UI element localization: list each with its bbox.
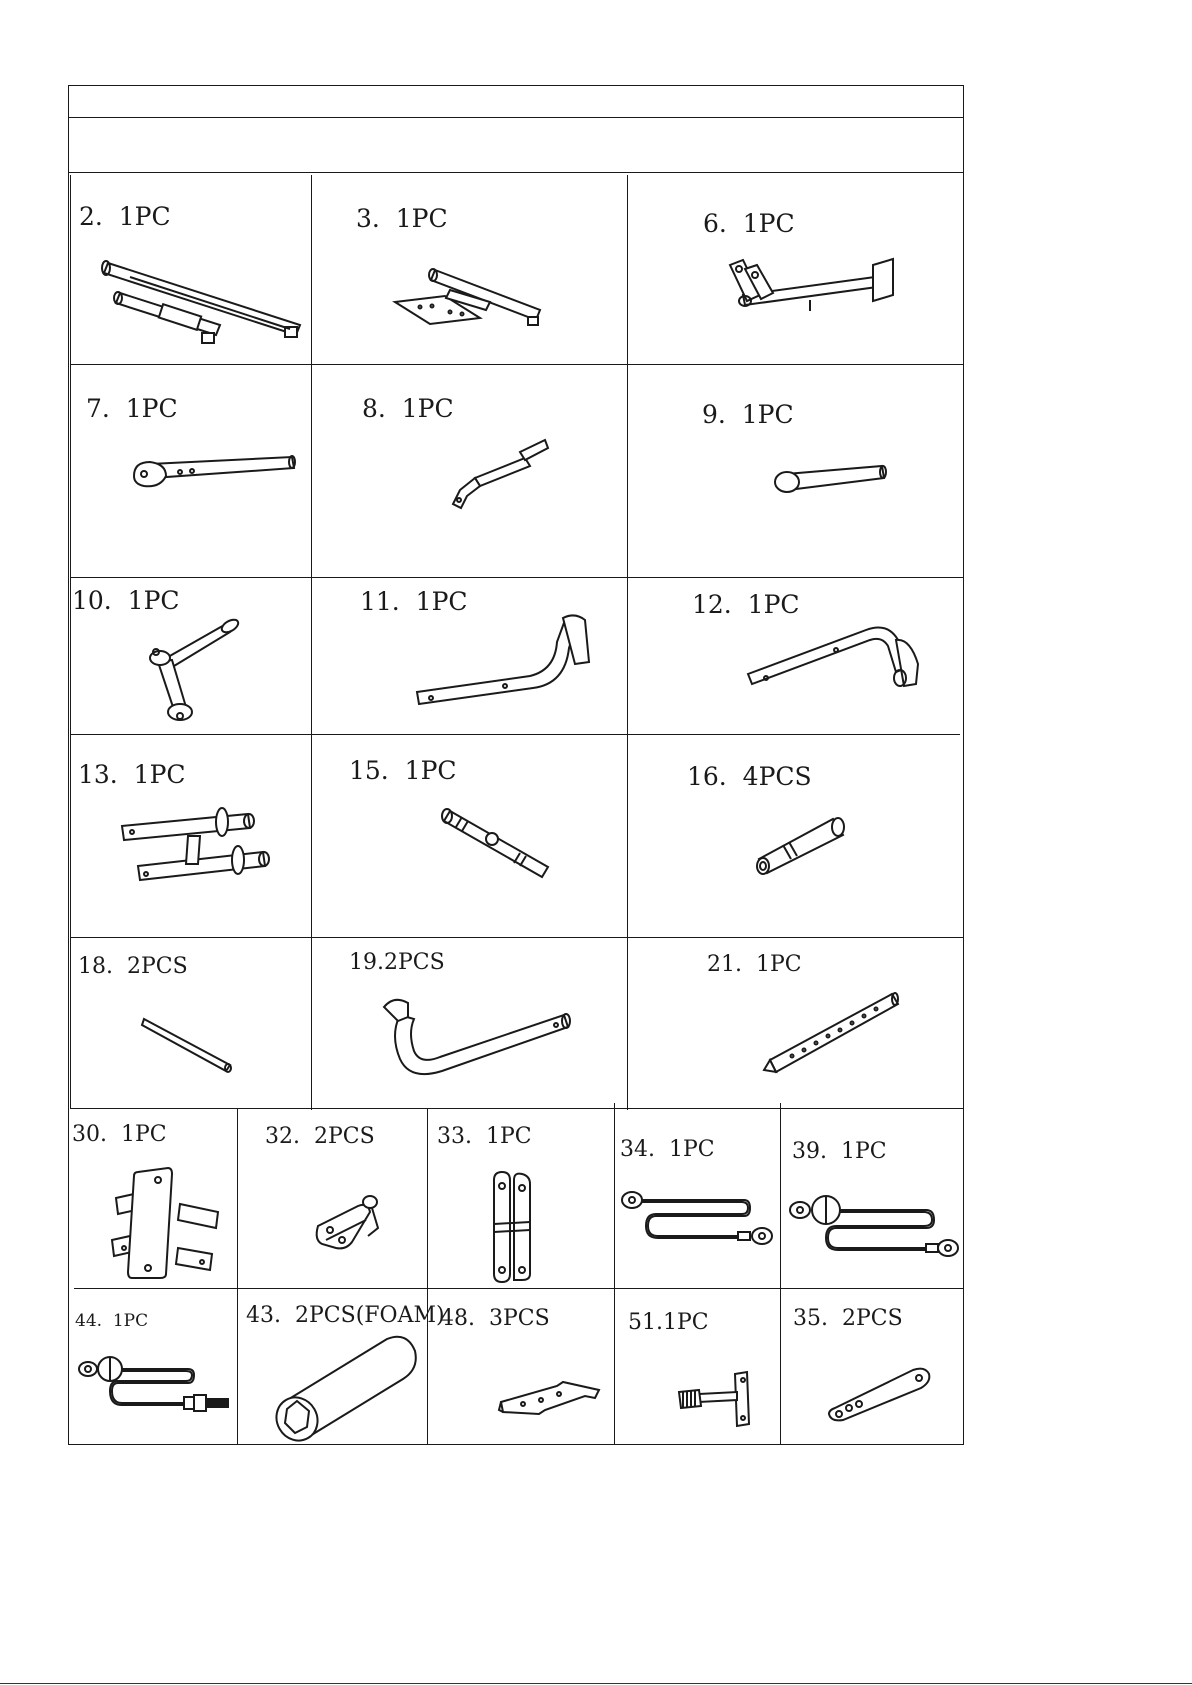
part-label: 2. 1PC xyxy=(79,202,171,231)
header-divider xyxy=(68,172,964,173)
column-divider xyxy=(311,175,312,1108)
tube-with-bracket-icon xyxy=(130,452,300,497)
curved-handle-icon xyxy=(380,995,575,1085)
part-label: 51.1PC xyxy=(628,1310,709,1335)
part-label: 48. 3PCS xyxy=(440,1306,550,1331)
cable-icon xyxy=(620,1188,778,1254)
column-divider xyxy=(780,1103,781,1445)
front-stabilizer-icon xyxy=(390,262,550,337)
part-label: 11. 1PC xyxy=(360,587,468,616)
main-frame-icon xyxy=(725,255,895,325)
row-divider xyxy=(74,1288,964,1289)
part-label: 8. 1PC xyxy=(362,394,454,423)
column-divider xyxy=(627,175,628,1108)
cable-with-ball-icon xyxy=(788,1192,960,1262)
part-label: 10. 1PC xyxy=(72,586,180,615)
double-tube-icon xyxy=(118,804,273,884)
link-plate-icon xyxy=(825,1364,935,1422)
curved-arm-icon xyxy=(746,620,926,710)
row-divider xyxy=(70,364,964,365)
short-tube-icon xyxy=(772,462,892,507)
row-divider xyxy=(70,577,964,578)
part-label: 16. 4PCS xyxy=(687,762,812,791)
column-divider xyxy=(427,1108,428,1445)
rod-icon xyxy=(140,1015,235,1075)
part-label: 7. 1PC xyxy=(86,394,178,423)
column-divider xyxy=(614,1103,615,1445)
clevis-bracket-icon xyxy=(312,1192,384,1252)
column-divider xyxy=(237,1108,238,1445)
cross-bar-icon xyxy=(440,805,555,880)
part-label: 39. 1PC xyxy=(792,1139,887,1164)
t-bracket-icon xyxy=(138,612,258,727)
column-divider xyxy=(627,1100,628,1110)
knob-pin-icon xyxy=(675,1370,755,1430)
part-label: 3. 1PC xyxy=(356,204,448,233)
row-divider xyxy=(70,1108,964,1109)
mounting-plate-icon xyxy=(108,1166,228,1281)
part-label: 43. 2PCS(FOAM) xyxy=(246,1303,445,1328)
row-divider xyxy=(70,734,960,735)
foam-roller-icon xyxy=(275,1335,420,1445)
u-bracket-icon xyxy=(488,1170,538,1285)
part-label: 33. 1PC xyxy=(437,1124,532,1149)
part-label: 15. 1PC xyxy=(349,756,457,785)
part-label: 44. 1PC xyxy=(75,1311,149,1331)
curved-upright-icon xyxy=(415,612,595,707)
adjustment-tube-icon xyxy=(762,992,902,1077)
page-bottom-rule xyxy=(0,1683,1192,1684)
column-divider xyxy=(70,175,71,1108)
row-divider xyxy=(70,937,964,938)
base-frame-icon xyxy=(100,255,310,350)
column-divider xyxy=(311,1100,312,1110)
part-label: 30. 1PC xyxy=(72,1122,167,1147)
part-label: 34. 1PC xyxy=(620,1137,715,1162)
bracket-icon xyxy=(445,438,555,513)
part-label: 21. 1PC xyxy=(707,952,802,977)
part-label: 6. 1PC xyxy=(703,209,795,238)
flat-plate-icon xyxy=(497,1380,602,1418)
threaded-cable-icon xyxy=(78,1355,230,1415)
part-label: 13. 1PC xyxy=(78,760,186,789)
part-label: 35. 2PCS xyxy=(793,1306,903,1331)
part-label: 12. 1PC xyxy=(692,590,800,619)
roller-tube-icon xyxy=(755,815,850,880)
part-label: 18. 2PCS xyxy=(78,954,188,979)
part-label: 9. 1PC xyxy=(702,400,794,429)
part-label: 19.2PCS xyxy=(349,950,445,975)
header-divider xyxy=(68,117,964,118)
part-label: 32. 2PCS xyxy=(265,1124,375,1149)
